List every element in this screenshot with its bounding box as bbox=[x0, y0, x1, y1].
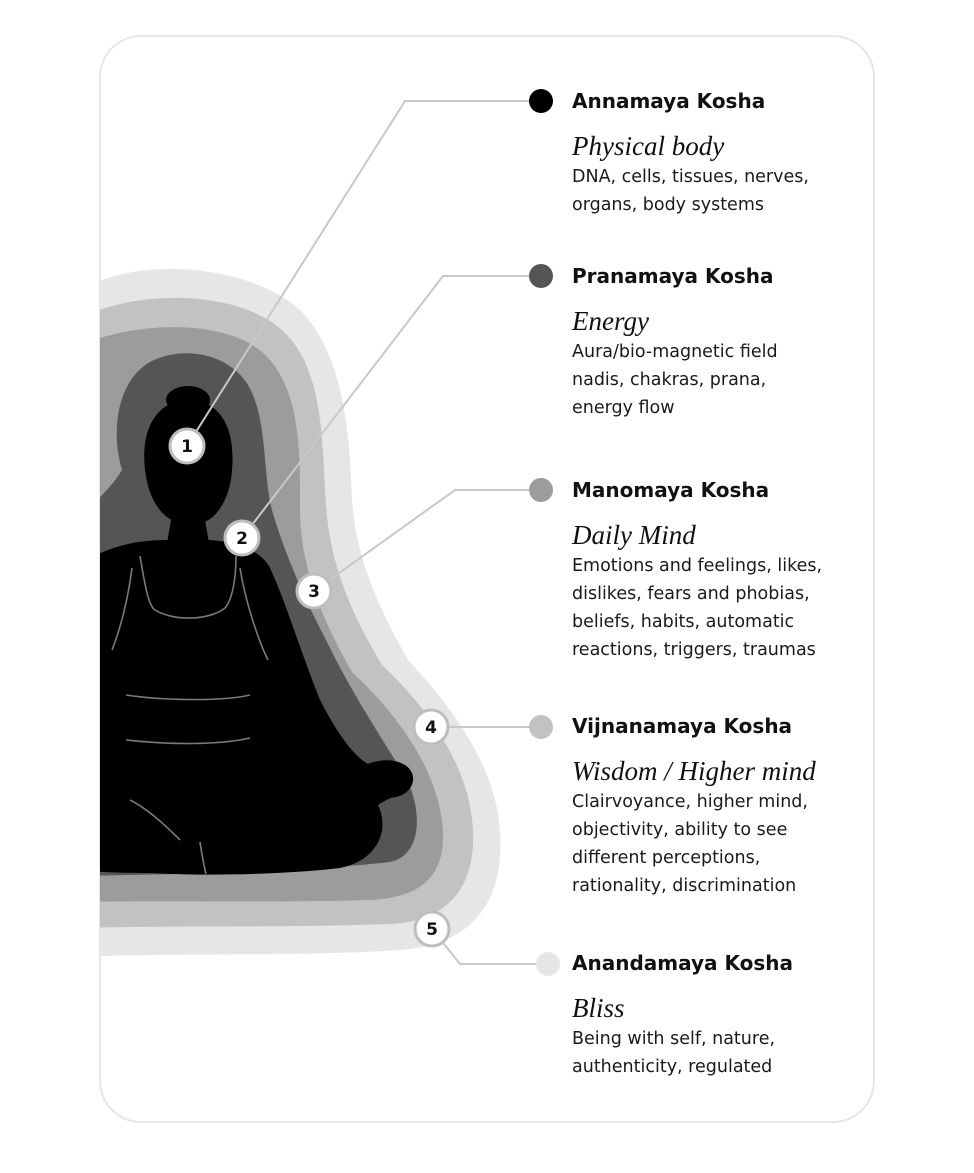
svg-text:1: 1 bbox=[181, 437, 193, 457]
kosha-description-line: Aura/bio-magnetic field bbox=[572, 342, 778, 362]
kosha-subtitle: Daily Mind bbox=[572, 520, 696, 550]
legend-dot-3 bbox=[529, 478, 553, 502]
kosha-subtitle: Wisdom / Higher mind bbox=[572, 756, 816, 786]
kosha-block-manomaya bbox=[572, 476, 862, 664]
svg-text:2: 2 bbox=[236, 529, 248, 549]
kosha-description bbox=[572, 163, 862, 219]
kosha-description bbox=[572, 1025, 862, 1081]
kosha-description-line: authenticity, regulated bbox=[572, 1057, 773, 1077]
number-badge-4 bbox=[414, 710, 448, 744]
number-badge-5 bbox=[415, 912, 449, 946]
svg-text:5: 5 bbox=[426, 920, 438, 940]
kosha-block-annamaya bbox=[572, 87, 862, 219]
svg-text:4: 4 bbox=[425, 718, 437, 738]
kosha-description-line: energy flow bbox=[572, 398, 675, 418]
kosha-description-line: DNA, cells, tissues, nerves, bbox=[572, 167, 809, 187]
kosha-description-line: Emotions and feelings, likes, bbox=[572, 556, 823, 576]
kosha-description-line: different perceptions, bbox=[572, 848, 761, 868]
kosha-name: Anandamaya Kosha bbox=[572, 951, 794, 975]
kosha-name: Pranamaya Kosha bbox=[572, 264, 774, 288]
kosha-description bbox=[572, 338, 862, 422]
kosha-block-vijnanamaya bbox=[572, 712, 862, 900]
kosha-description bbox=[572, 788, 862, 900]
kosha-description-line: Clairvoyance, higher mind, bbox=[572, 792, 808, 812]
legend-dot-5 bbox=[536, 952, 560, 976]
number-badge-3 bbox=[297, 574, 331, 608]
kosha-description-line: objectivity, ability to see bbox=[572, 820, 788, 840]
kosha-description-line: dislikes, fears and phobias, bbox=[572, 584, 810, 604]
legend-dot-2 bbox=[529, 264, 553, 288]
kosha-name: Vijnanamaya Kosha bbox=[572, 714, 793, 738]
svg-text:3: 3 bbox=[308, 582, 320, 602]
kosha-subtitle: Energy bbox=[572, 306, 649, 336]
hair-bun bbox=[166, 386, 210, 414]
kosha-block-anandamaya bbox=[572, 949, 862, 1081]
kosha-description-line: organs, body systems bbox=[572, 195, 764, 215]
kosha-description-line: reactions, triggers, traumas bbox=[572, 640, 816, 660]
kosha-description-line: rationality, discrimination bbox=[572, 876, 797, 896]
kosha-description-line: nadis, chakras, prana, bbox=[572, 370, 767, 390]
kosha-block-pranamaya bbox=[572, 262, 862, 422]
kosha-description bbox=[572, 552, 862, 664]
legend-dot-4 bbox=[529, 715, 553, 739]
kosha-subtitle: Bliss bbox=[572, 993, 625, 1023]
number-badge-1 bbox=[170, 429, 204, 463]
kosha-description-line: Being with self, nature, bbox=[572, 1029, 776, 1049]
kosha-name: Manomaya Kosha bbox=[572, 478, 770, 502]
kosha-description-line: beliefs, habits, automatic bbox=[572, 612, 795, 632]
legend-dot-1 bbox=[529, 89, 553, 113]
number-badge-2 bbox=[225, 521, 259, 555]
kosha-subtitle: Physical body bbox=[572, 131, 725, 161]
kosha-name: Annamaya Kosha bbox=[572, 89, 766, 113]
